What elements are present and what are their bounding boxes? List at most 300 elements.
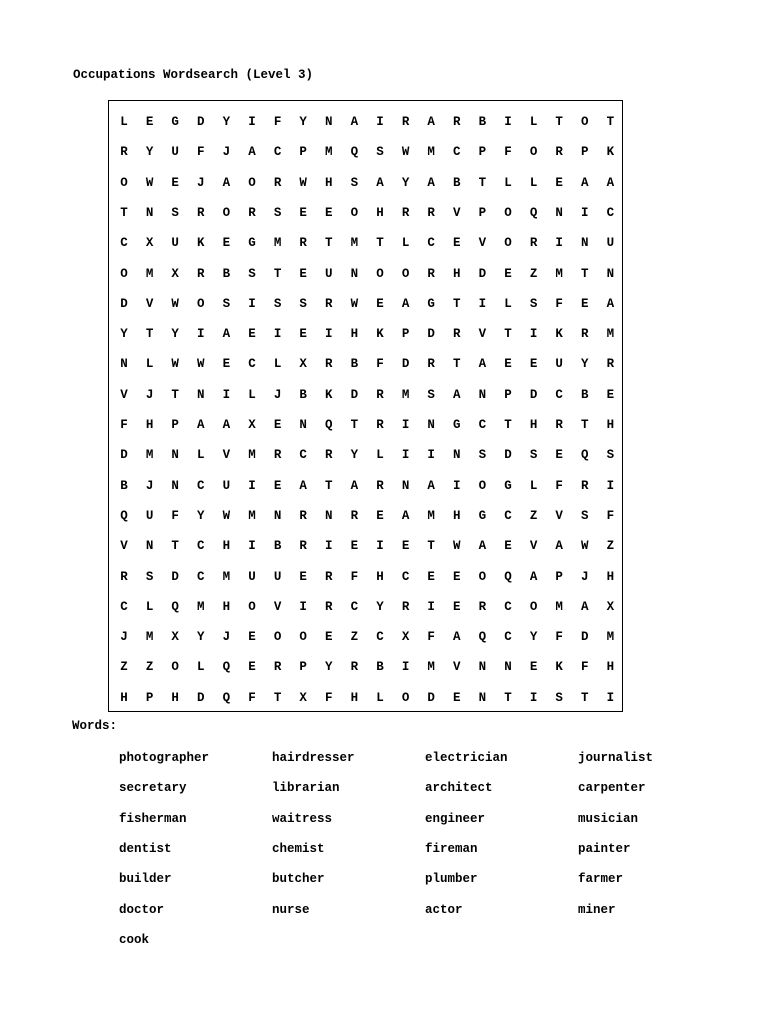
grid-letter: G bbox=[427, 296, 435, 311]
grid-letter: O bbox=[273, 630, 282, 645]
grid-letter: E bbox=[299, 205, 307, 220]
grid-letter: R bbox=[376, 478, 384, 493]
grid-letter: Z bbox=[529, 266, 538, 281]
grid-letter: A bbox=[222, 327, 231, 342]
grid-letter: G bbox=[248, 236, 256, 251]
grid-letter: D bbox=[401, 357, 410, 372]
grid-letter: A bbox=[453, 630, 461, 645]
grid-letter: I bbox=[299, 599, 307, 614]
grid-letter: C bbox=[197, 569, 205, 584]
grid-letter: M bbox=[197, 599, 205, 614]
grid-letter: C bbox=[504, 599, 512, 614]
grid-letter: E bbox=[581, 296, 589, 311]
word-item: waitress bbox=[272, 811, 333, 826]
grid-letter: L bbox=[529, 115, 538, 129]
grid-letter: Y bbox=[145, 145, 154, 160]
grid-letter: Y bbox=[299, 115, 307, 129]
grid-letter: H bbox=[325, 175, 333, 190]
grid-letter: I bbox=[453, 478, 461, 493]
grid-letter: T bbox=[350, 418, 359, 432]
grid-letter: T bbox=[325, 236, 333, 251]
grid-letter: S bbox=[555, 690, 563, 705]
grid-letter: H bbox=[222, 539, 231, 554]
grid-letter: S bbox=[222, 296, 231, 311]
grid-letter: E bbox=[273, 418, 282, 432]
grid-letter: N bbox=[325, 115, 333, 129]
grid-letter: H bbox=[529, 418, 538, 432]
grid-letter: T bbox=[581, 418, 589, 432]
grid-letter: S bbox=[581, 508, 589, 523]
word-item: fireman bbox=[425, 841, 478, 856]
grid-letter: R bbox=[299, 539, 307, 554]
grid-letter: Y bbox=[401, 175, 410, 190]
grid-letter: X bbox=[606, 599, 615, 614]
grid-letter: V bbox=[120, 539, 128, 554]
wordsearch-grid bbox=[108, 100, 623, 712]
word-item: secretary bbox=[119, 781, 187, 796]
grid-letter: W bbox=[581, 539, 589, 554]
grid-letter: E bbox=[453, 569, 461, 584]
grid-letter: F bbox=[581, 660, 589, 675]
grid-letter: K bbox=[376, 327, 384, 342]
grid-letter: T bbox=[555, 115, 563, 129]
grid-letter: I bbox=[555, 236, 563, 251]
grid-letter: R bbox=[401, 599, 410, 614]
word-item: fisherman bbox=[119, 811, 187, 826]
grid-letter: S bbox=[145, 569, 154, 584]
grid-letter: P bbox=[299, 145, 307, 160]
grid-letter: I bbox=[248, 539, 256, 554]
grid-letter: H bbox=[606, 660, 615, 675]
word-item: butcher bbox=[272, 872, 325, 887]
grid-letter: Q bbox=[529, 205, 538, 220]
grid-letter: H bbox=[376, 205, 384, 220]
grid-letter: J bbox=[273, 387, 282, 402]
grid-letter: H bbox=[171, 690, 179, 705]
word-item: journalist bbox=[578, 751, 654, 765]
grid-letter: C bbox=[555, 387, 563, 402]
grid-letter: N bbox=[401, 478, 410, 493]
grid-letter: O bbox=[581, 115, 589, 129]
grid-letter: I bbox=[273, 327, 282, 342]
grid-letter: Q bbox=[325, 418, 333, 432]
word-item: plumber bbox=[425, 872, 478, 887]
grid-letter: A bbox=[606, 175, 615, 190]
grid-letter: L bbox=[197, 660, 205, 675]
grid-letter: J bbox=[145, 478, 154, 493]
grid-letter: V bbox=[222, 448, 231, 463]
grid-letter: D bbox=[529, 387, 538, 402]
grid-letter: O bbox=[478, 478, 487, 493]
grid-letter: F bbox=[273, 115, 282, 129]
grid-letter: L bbox=[273, 357, 282, 372]
grid-letter: R bbox=[350, 660, 359, 675]
grid-letter: A bbox=[222, 175, 231, 190]
grid-letter: I bbox=[529, 690, 538, 705]
grid-letter: U bbox=[222, 478, 231, 493]
grid-letter: N bbox=[171, 448, 179, 463]
grid-letter: S bbox=[171, 205, 179, 220]
grid-letter: A bbox=[581, 175, 589, 190]
grid-letter: N bbox=[427, 418, 435, 432]
grid-letter: O bbox=[504, 205, 512, 220]
grid-letter: R bbox=[120, 569, 128, 584]
grid-letter: F bbox=[555, 630, 563, 645]
grid-letter: F bbox=[427, 630, 435, 645]
grid-letter: C bbox=[427, 236, 435, 251]
grid-letter: E bbox=[504, 357, 512, 372]
grid-letter: N bbox=[171, 478, 179, 493]
grid-letter: H bbox=[222, 599, 231, 614]
grid-letter: M bbox=[145, 448, 154, 463]
grid-letter: R bbox=[581, 478, 589, 493]
grid-letter: L bbox=[145, 357, 154, 372]
grid-letter: E bbox=[299, 569, 307, 584]
grid-letter: Y bbox=[197, 508, 205, 523]
grid-letter: O bbox=[529, 599, 538, 614]
grid-letter: X bbox=[299, 357, 307, 372]
word-item: builder bbox=[119, 872, 172, 887]
grid-letter: R bbox=[555, 145, 563, 160]
grid-letter: J bbox=[581, 569, 589, 584]
grid-letter: H bbox=[145, 418, 154, 432]
grid-letter: E bbox=[248, 327, 256, 342]
grid-letter: A bbox=[248, 145, 256, 160]
grid-letter: V bbox=[273, 599, 282, 614]
grid-letter: H bbox=[350, 327, 359, 342]
grid-letter: A bbox=[222, 418, 231, 432]
grid-letter: P bbox=[478, 145, 487, 160]
grid-letter: T bbox=[273, 266, 282, 281]
grid-letter: V bbox=[145, 296, 154, 311]
word-item: librarian bbox=[272, 781, 340, 796]
word-item: electrician bbox=[425, 751, 508, 765]
grid-letter: Y bbox=[581, 357, 589, 372]
grid-letter: I bbox=[529, 327, 538, 342]
grid-letter: J bbox=[145, 387, 154, 402]
grid-letter: C bbox=[273, 145, 282, 160]
grid-letter: E bbox=[453, 690, 461, 705]
grid-letter: E bbox=[376, 296, 384, 311]
grid-letter: N bbox=[555, 205, 563, 220]
grid-letter: M bbox=[145, 630, 154, 645]
grid-letter: M bbox=[248, 448, 256, 463]
grid-letter: I bbox=[325, 327, 333, 342]
grid-letter: Y bbox=[529, 630, 538, 645]
grid-letter: P bbox=[478, 205, 487, 220]
grid-letter: L bbox=[120, 115, 128, 129]
grid-letter: T bbox=[171, 387, 179, 402]
grid-letter: M bbox=[325, 145, 333, 160]
grid-letter: R bbox=[453, 327, 461, 342]
grid-letter: O bbox=[248, 599, 256, 614]
grid-letter: I bbox=[248, 296, 256, 311]
grid-letter: R bbox=[299, 236, 307, 251]
grid-letter: L bbox=[376, 448, 384, 463]
grid-letter: Z bbox=[145, 660, 154, 675]
grid-letter: R bbox=[197, 266, 205, 281]
grid-letter: L bbox=[529, 478, 538, 493]
grid-letter: C bbox=[350, 599, 359, 614]
grid-letter: F bbox=[376, 357, 384, 372]
grid-letter: D bbox=[197, 115, 205, 129]
grid-letter: R bbox=[273, 660, 282, 675]
grid-letter: D bbox=[350, 387, 359, 402]
grid-letter: A bbox=[427, 175, 435, 190]
grid-letter: A bbox=[606, 296, 615, 311]
word-item: architect bbox=[425, 781, 493, 796]
grid-letter: Z bbox=[350, 630, 359, 645]
grid-letter: B bbox=[222, 266, 231, 281]
grid-letter: V bbox=[453, 205, 461, 220]
grid-letter: E bbox=[222, 236, 231, 251]
grid-letter: E bbox=[171, 175, 179, 190]
grid-letter: C bbox=[504, 630, 512, 645]
grid-letter: T bbox=[581, 266, 589, 281]
grid-letter: R bbox=[273, 175, 282, 190]
word-item: carpenter bbox=[578, 781, 646, 796]
grid-letter: X bbox=[401, 630, 410, 645]
grid-letter: N bbox=[478, 690, 487, 705]
grid-letter: H bbox=[606, 418, 615, 432]
grid-letter: P bbox=[555, 569, 563, 584]
grid-letter: M bbox=[427, 508, 435, 523]
words-heading: Words: bbox=[72, 719, 118, 733]
grid-letter: L bbox=[504, 296, 512, 311]
word-item: hairdresser bbox=[272, 751, 355, 765]
grid-letter: H bbox=[120, 690, 128, 705]
grid-letter: M bbox=[248, 508, 256, 523]
grid-letter: A bbox=[478, 539, 487, 554]
grid-letter: U bbox=[325, 266, 333, 281]
grid-letter: O bbox=[376, 266, 384, 281]
grid-letter: O bbox=[504, 236, 512, 251]
grid-letter: N bbox=[325, 508, 333, 523]
grid-letter: V bbox=[120, 387, 128, 402]
grid-letter: E bbox=[222, 357, 231, 372]
grid-letter: S bbox=[273, 205, 282, 220]
grid-letter: Q bbox=[120, 508, 128, 523]
grid-letter: E bbox=[453, 599, 461, 614]
grid-letter: T bbox=[504, 690, 512, 705]
grid-letter: M bbox=[401, 387, 410, 402]
grid-letter: X bbox=[171, 630, 179, 645]
grid-letter: E bbox=[606, 387, 615, 402]
grid-letter: U bbox=[171, 236, 179, 251]
grid-letter: I bbox=[248, 478, 256, 493]
grid-letter: N bbox=[197, 387, 205, 402]
word-item: doctor bbox=[119, 902, 165, 917]
grid-letter: E bbox=[504, 266, 512, 281]
grid-letter: F bbox=[248, 690, 256, 705]
grid-letter: C bbox=[120, 599, 128, 614]
grid-letter: P bbox=[145, 690, 154, 705]
grid-letter: A bbox=[299, 478, 307, 493]
grid-letter: W bbox=[171, 357, 179, 372]
grid-letter: M bbox=[555, 599, 563, 614]
grid-letter: F bbox=[171, 508, 179, 523]
grid-letter: S bbox=[529, 296, 538, 311]
grid-letter: V bbox=[478, 236, 487, 251]
grid-letter: E bbox=[427, 569, 435, 584]
grid-letter: N bbox=[478, 387, 487, 402]
grid-letter: X bbox=[299, 690, 307, 705]
grid-letter: M bbox=[427, 660, 435, 675]
word-item: musician bbox=[578, 811, 639, 826]
grid-letter: O bbox=[248, 175, 256, 190]
grid-letter: E bbox=[248, 660, 256, 675]
grid-letter: R bbox=[427, 266, 435, 281]
grid-letter: I bbox=[401, 660, 410, 675]
grid-letter: A bbox=[350, 115, 359, 129]
grid-letter: N bbox=[606, 266, 615, 281]
grid-letter: G bbox=[453, 418, 461, 432]
grid-letter: R bbox=[427, 357, 435, 372]
grid-letter: J bbox=[222, 630, 231, 645]
grid-letter: N bbox=[120, 357, 128, 372]
grid-letter: T bbox=[427, 539, 435, 554]
grid-letter: R bbox=[529, 236, 538, 251]
grid-letter: E bbox=[273, 478, 282, 493]
grid-letter: C bbox=[299, 448, 307, 463]
grid-letter: D bbox=[427, 690, 435, 705]
grid-letter: I bbox=[427, 448, 435, 463]
grid-letter: R bbox=[120, 145, 128, 160]
grid-letter: O bbox=[299, 630, 307, 645]
grid-letter: V bbox=[478, 327, 487, 342]
grid-letter: M bbox=[555, 266, 563, 281]
grid-letter: B bbox=[350, 357, 359, 372]
grid-letter: I bbox=[376, 115, 384, 129]
grid-letter: I bbox=[401, 418, 410, 432]
grid-letter: E bbox=[325, 630, 333, 645]
grid-letter: E bbox=[350, 539, 359, 554]
grid-letter: W bbox=[171, 296, 179, 311]
grid-letter: J bbox=[197, 175, 205, 190]
grid-letter: A bbox=[555, 539, 563, 554]
grid-letter: S bbox=[299, 296, 307, 311]
grid-letter: E bbox=[376, 508, 384, 523]
grid-letter: T bbox=[453, 296, 461, 311]
grid-letter: I bbox=[478, 296, 487, 311]
grid-letter: D bbox=[581, 630, 589, 645]
grid-letter: O bbox=[478, 569, 487, 584]
grid-letter: O bbox=[350, 205, 359, 220]
grid-letter: R bbox=[376, 387, 384, 402]
grid-letter: W bbox=[145, 175, 154, 190]
grid-letter: R bbox=[606, 357, 615, 372]
grid-letter: F bbox=[120, 418, 128, 432]
grid-letter: T bbox=[145, 327, 154, 342]
grid-letter: D bbox=[197, 690, 205, 705]
grid-letter: C bbox=[504, 508, 512, 523]
grid-letter: C bbox=[453, 145, 461, 160]
grid-letter: N bbox=[145, 539, 154, 554]
grid-letter: R bbox=[581, 327, 589, 342]
grid-letter: W bbox=[222, 508, 231, 523]
grid-letter: O bbox=[120, 266, 128, 281]
grid-letter: A bbox=[350, 478, 359, 493]
grid-letter: I bbox=[222, 387, 231, 402]
grid-letter: U bbox=[606, 236, 615, 251]
grid-letter: E bbox=[555, 175, 563, 190]
grid-letter: H bbox=[453, 508, 461, 523]
grid-letter: T bbox=[478, 175, 487, 190]
grid-letter: F bbox=[555, 296, 563, 311]
grid-letter: E bbox=[529, 660, 538, 675]
grid-letter: T bbox=[504, 327, 512, 342]
grid-letter: Y bbox=[120, 327, 128, 342]
grid-letter: C bbox=[478, 418, 487, 432]
grid-letter: D bbox=[504, 448, 512, 463]
grid-letter: N bbox=[478, 660, 487, 675]
grid-letter: B bbox=[453, 175, 461, 190]
grid-letter: L bbox=[197, 448, 205, 463]
grid-letter: K bbox=[325, 387, 333, 402]
grid-letter: X bbox=[248, 418, 256, 432]
grid-letter: F bbox=[325, 690, 333, 705]
grid-letter: Q bbox=[478, 630, 487, 645]
grid-letter: E bbox=[325, 205, 333, 220]
grid-letter: D bbox=[171, 569, 179, 584]
grid-letter: S bbox=[427, 387, 435, 402]
grid-letter: R bbox=[555, 418, 563, 432]
grid-letter: M bbox=[273, 236, 282, 251]
grid-letter: Q bbox=[350, 145, 359, 160]
grid-letter: B bbox=[581, 387, 589, 402]
grid-letter: J bbox=[222, 145, 231, 160]
grid-letter: A bbox=[529, 569, 538, 584]
grid-letter: F bbox=[504, 145, 512, 160]
grid-letter: A bbox=[581, 599, 589, 614]
grid-letter: H bbox=[350, 690, 359, 705]
grid-letter: I bbox=[606, 478, 615, 493]
grid-letter: G bbox=[171, 115, 179, 129]
grid-letter: I bbox=[504, 115, 512, 129]
grid-letter: E bbox=[555, 448, 563, 463]
grid-letter: O bbox=[401, 266, 410, 281]
grid-letter: E bbox=[504, 539, 512, 554]
grid-letter: A bbox=[478, 357, 487, 372]
grid-letter: O bbox=[171, 660, 179, 675]
grid-letter: T bbox=[376, 236, 384, 251]
grid-letter: J bbox=[120, 630, 128, 645]
grid-letter: W bbox=[299, 175, 307, 190]
grid-letter: T bbox=[171, 539, 179, 554]
grid-letter: O bbox=[120, 175, 128, 190]
grid-letter: R bbox=[325, 448, 333, 463]
grid-letter: L bbox=[248, 387, 256, 402]
grid-letter: R bbox=[325, 569, 333, 584]
grid-letter: I bbox=[581, 205, 589, 220]
grid-letter: N bbox=[273, 508, 282, 523]
grid-letter: R bbox=[325, 599, 333, 614]
grid-letter: Z bbox=[606, 539, 615, 554]
grid-letter: M bbox=[606, 327, 615, 342]
grid-letter: I bbox=[325, 539, 333, 554]
grid-letter: A bbox=[401, 508, 410, 523]
grid-letter: M bbox=[350, 236, 359, 251]
grid-letter: B bbox=[376, 660, 384, 675]
grid-letter: N bbox=[145, 205, 154, 220]
word-item: photographer bbox=[119, 751, 210, 765]
grid-letter: P bbox=[299, 660, 307, 675]
grid-letter: U bbox=[248, 569, 256, 584]
grid-letter: Q bbox=[504, 569, 512, 584]
grid-letter: M bbox=[606, 630, 615, 645]
grid-letter: R bbox=[325, 357, 333, 372]
grid-letter: S bbox=[529, 448, 538, 463]
